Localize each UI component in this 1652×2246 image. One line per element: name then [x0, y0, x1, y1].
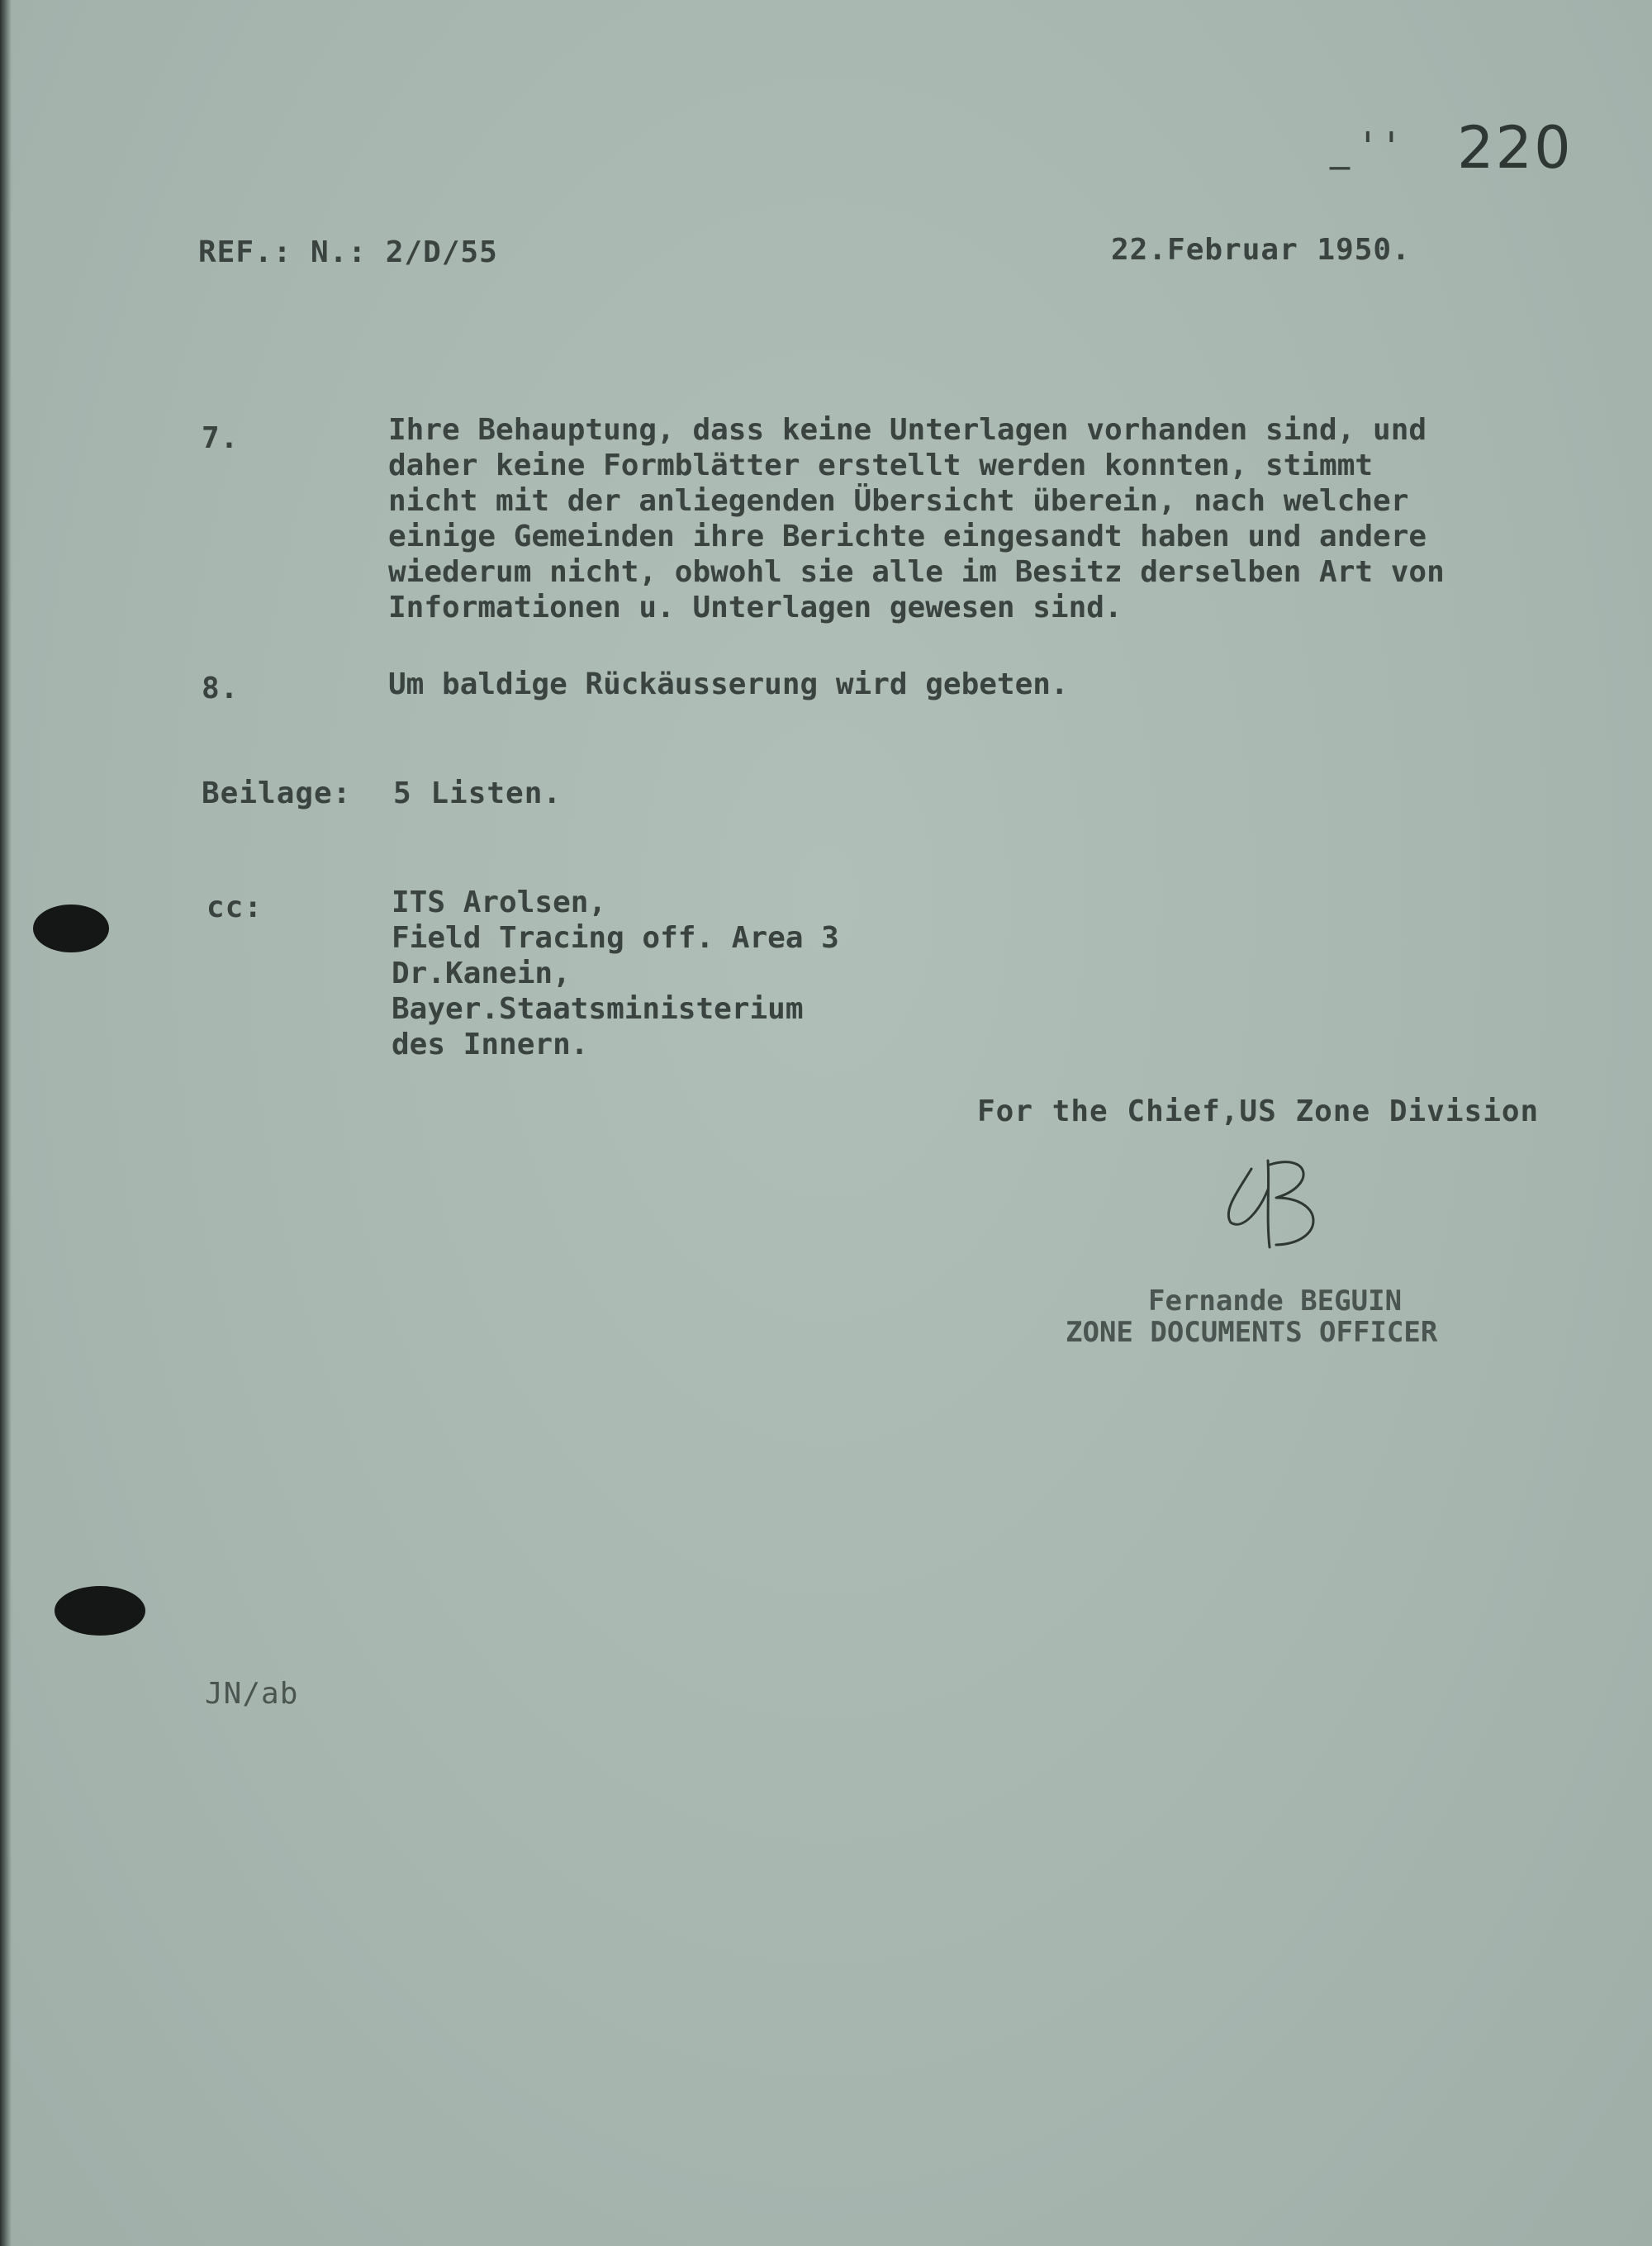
typist-initials: JN/ab [205, 1677, 299, 1711]
cc-recipient: Field Tracing off. Area 3 [392, 921, 839, 955]
archive-stamp-mark: _ ' ' [1330, 124, 1397, 170]
cc-label: cc: [206, 890, 263, 924]
paragraph-7-line: einige Gemeinden ihre Berichte eingesandt haben und andere [388, 520, 1427, 553]
handwritten-signature [1218, 1152, 1359, 1260]
cc-recipient: ITS Arolsen, [392, 886, 607, 919]
archive-page-number: 220 [1457, 114, 1573, 182]
cc-recipient: des Innern. [392, 1028, 589, 1061]
signatory-name: Fernande BEGUIN [1148, 1284, 1403, 1318]
cc-recipient: Bayer.Staatsministerium [392, 992, 804, 1026]
paragraph-7-number: 7. [202, 421, 240, 455]
paragraph-7-line: Ihre Behauptung, dass keine Unterlagen vorhanden sind, und [388, 413, 1427, 447]
paragraph-7-line: wiederum nicht, obwohl sie alle im Besitz derselben Art von [388, 555, 1445, 589]
paragraph-8-line: Um baldige Rückäusserung wird gebeten. [388, 667, 1069, 701]
reference-number: REF.: N.: 2/D/55 [198, 235, 498, 269]
paragraph-7-line: daher keine Formblätter erstellt werden konnten, stimmt [388, 449, 1374, 482]
paragraph-7-line: nicht mit der anliegenden Übersicht überein, nach welcher [388, 484, 1409, 518]
punch-hole [55, 1586, 145, 1636]
enclosure-value: 5 Listen. [393, 776, 563, 810]
cc-recipient: Dr.Kanein, [392, 957, 571, 990]
letter-date: 22.Februar 1950. [1111, 233, 1411, 267]
paragraph-8-number: 8. [202, 672, 240, 705]
paragraph-7-line: Informationen u. Unterlagen gewesen sind. [388, 591, 1123, 624]
page-edge-shadow [0, 0, 12, 2246]
closing-for-line: For the Chief,US Zone Division [977, 1095, 1540, 1128]
punch-hole [33, 905, 109, 952]
signatory-title: ZONE DOCUMENTS OFFICER [1066, 1316, 1438, 1349]
enclosure-label: Beilage: [202, 776, 352, 810]
